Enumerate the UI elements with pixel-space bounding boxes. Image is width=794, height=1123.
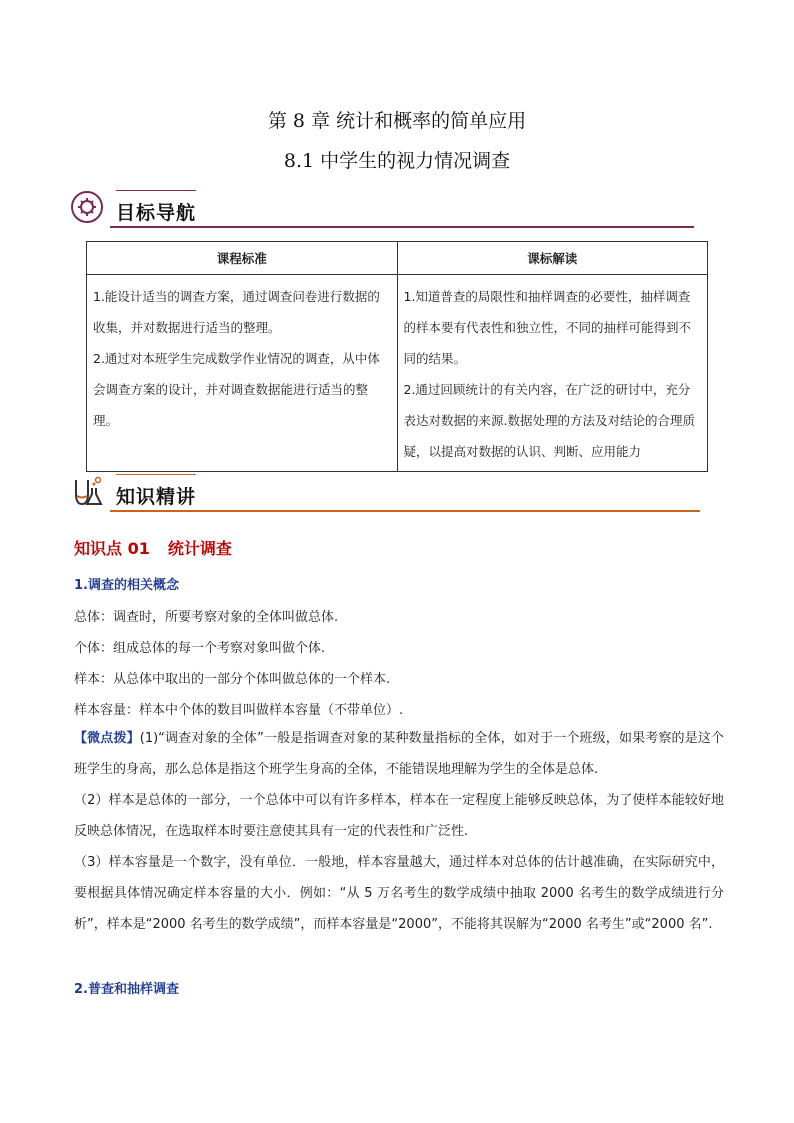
table-header-standard: 课程标准 [87, 242, 398, 275]
lab-flask-icon [70, 474, 104, 508]
section-knowledge [70, 474, 700, 514]
section-label-knowledge: 知识精讲 [116, 486, 197, 508]
tip-tag: 【微点拨】 [74, 731, 140, 746]
subsection-title-2: 2.普查和抽样调查 [74, 982, 179, 997]
knowledge-point-name: 统计调查 [167, 539, 232, 558]
knowledge-point-title [74, 536, 232, 559]
section-label-goal: 目标导航 [116, 202, 197, 224]
section-goal-nav [70, 190, 694, 230]
definition-sample: 样本：从总体中取出的一部分个体叫做总体的一个样本. [74, 672, 391, 687]
definition-population: 总体：调查时，所要考察对象的全体叫做总体. [74, 610, 339, 625]
interpretation-cell [397, 275, 708, 472]
tip-paragraph-1 [74, 723, 724, 785]
tip-text-1: (1)“调查对象的全体”一般是指调查对象的某种数量指标的全体，如对于一个班级，如果考察的是这个班学生的身高，那么总体是指这个班学生身高的全体，不能错误地理解为学生的全体是总体. [74, 731, 724, 777]
definition-sample-size: 样本容量：样本中个体的数目叫做样本容量（不带单位）. [74, 703, 404, 718]
brain-gear-icon [70, 190, 104, 224]
interpretation-item-2: 2.通过回顾统计的有关内容，在广泛的研讨中，充分表达对数据的来源.数据处理的方法及对结论的合理质疑，以提高对数据的认识、判断、应用能力 [403, 382, 695, 459]
tip-paragraph-3: （3）样本容量是一个数字，没有单位．一般地，样本容量越大，通过样本对总体的估计越准确，在实际研究中，要根据具体情况确定样本容量的大小．例如：“从 5 万名考生的数学成绩中抽取 2000 名考生的数学成绩进行分析”，样本是“2000 名考生的数学成绩”，而样本容量是“2000”，不能将其误解为“2000 名考生”或“2000 名”. [74, 855, 724, 932]
chapter-title: 第 8 章 统计和概率的简单应用 [267, 110, 527, 132]
standards-table [86, 241, 708, 472]
standard-item-1: 1.能设计适当的调查方案，通过调查问卷进行数据的收集，并对数据进行适当的整理。 [93, 289, 380, 335]
standard-item-2: 2.通过对本班学生完成数学作业情况的调查，从中体会调查方案的设计，并对调查数据能进行适当的整理。 [93, 351, 380, 428]
section-title: 8.1 中学生的视力情况调查 [283, 150, 511, 172]
definition-individual: 个体：组成总体的每一个考察对象叫做个体. [74, 641, 326, 656]
knowledge-point-label: 知识点 01 [74, 539, 150, 558]
standard-cell [87, 275, 398, 472]
table-header-interpretation: 课标解读 [397, 242, 708, 275]
table-row [87, 275, 708, 472]
interpretation-item-1: 1.知道普查的局限性和抽样调查的必要性，抽样调查的样本要有代表性和独立性，不同的抽样可能得到不同的结果。 [403, 289, 692, 366]
subsection-title-1: 1.调查的相关概念 [74, 578, 179, 593]
tip-paragraph-2: （2）样本是总体的一部分，一个总体中可以有许多样本，样本在一定程度上能够反映总体，为了使样本能较好地反映总体情况，在选取样本时要注意使其具有一定的代表性和广泛性. [74, 793, 724, 839]
